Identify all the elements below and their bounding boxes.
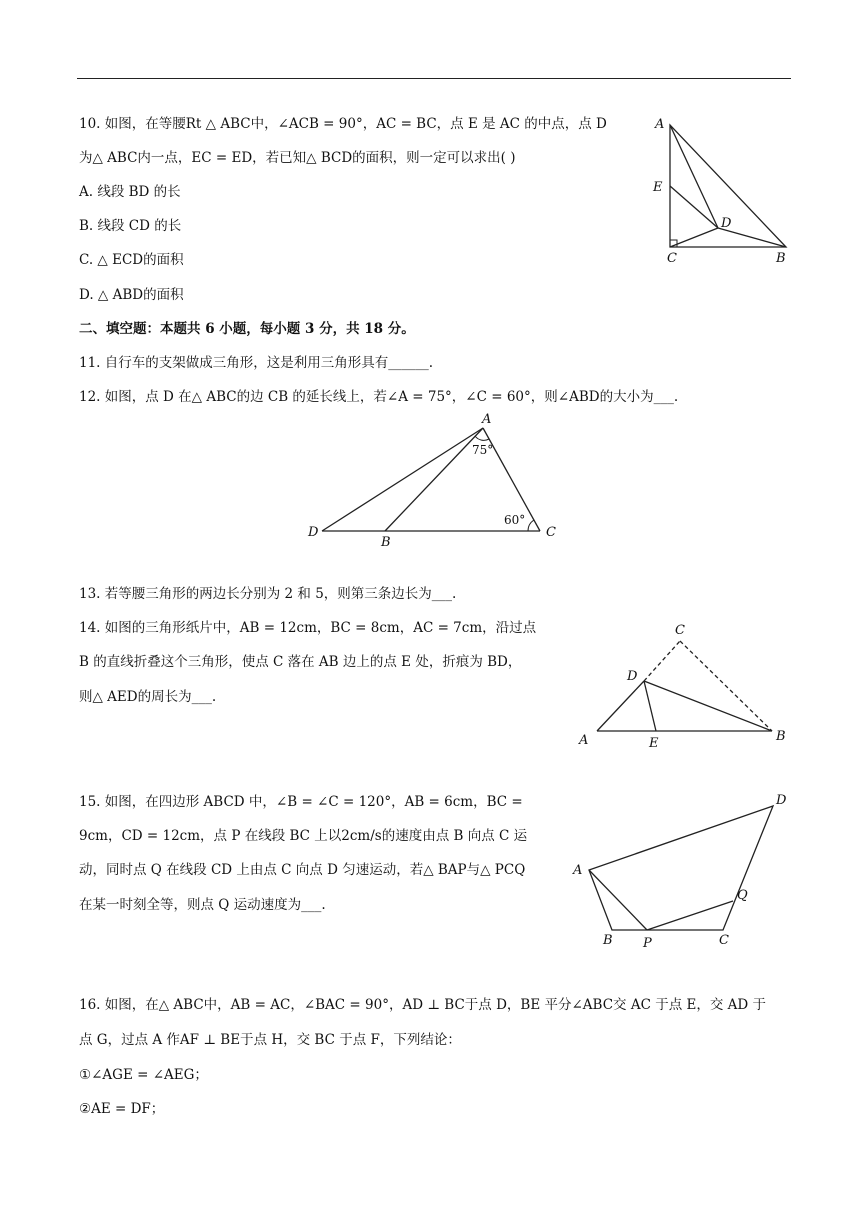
q12-angle-c-label: 60° [504, 513, 526, 527]
header-rule [77, 78, 791, 79]
q16-conclusion-1: ①∠AGE = ∠AEG； [79, 1067, 208, 1083]
q10-label-e: E [653, 180, 663, 195]
q10-segment-ad [670, 125, 718, 228]
q14-segment-cb-dashed [680, 641, 772, 731]
q10-option-b: B. 线段 CD 的长 [79, 218, 182, 234]
q12-angle-a-label: 75° [472, 443, 494, 457]
q13-text: 13. 若等腰三角形的两边长分别为 2 和 5，则第三条边长为___. [79, 586, 457, 602]
q12-label-a: A [482, 412, 492, 427]
q10-segment-ed [670, 186, 718, 228]
q14-label-b: B [776, 729, 786, 744]
q14-segment-db [644, 681, 772, 731]
q15-label-q: Q [737, 888, 748, 903]
q12-label-b: B [381, 535, 391, 550]
q15-line-3: 动，同时点 Q 在线段 CD 上由点 C 向点 D 匀速运动，若△ BAP与△ PCQ [79, 862, 526, 878]
q15-figure [565, 785, 805, 950]
q10-option-a: A. 线段 BD 的长 [79, 184, 181, 200]
q15-segment-ap [589, 870, 647, 930]
q10-label-d: D [721, 216, 732, 231]
q12-text: 12. 如图，点 D 在△ ABC的边 CB 的延长线上，若∠A = 75°，∠C = 60°，则∠ABD的大小为___. [79, 389, 679, 405]
q12-segment-ba [385, 428, 483, 531]
q15-quadrilateral-abcd [589, 806, 773, 930]
q11-text: 11. 自行车的支架做成三角形，这是利用三角形具有______. [79, 355, 434, 371]
q14-segment-de [644, 681, 656, 731]
q14-line-2: B 的直线折叠这个三角形，使点 C 落在 AB 边上的点 E 处，折痕为 BD， [79, 654, 522, 670]
q16-line-1: 16. 如图，在△ ABC中，AB = AC，∠BAC = 90°，AD ⊥ BC于点 D，BE 平分∠ABC交 AC 于点 E，交 AD 于 [79, 997, 767, 1013]
q15-label-d: D [776, 793, 787, 808]
q12-label-c: C [546, 525, 556, 540]
q15-line-1: 15. 如图，在四边形 ABCD 中，∠B = ∠C = 120°，AB = 6cm，BC = [79, 794, 523, 810]
q15-label-c: C [719, 933, 729, 948]
q15-segment-pq [647, 901, 733, 930]
q14-label-e: E [649, 736, 659, 751]
q12-angle-a-arc [475, 436, 489, 440]
q15-line-2: 9cm，CD = 12cm，点 P 在线段 BC 上以2cm/s的速度由点 B 向点 C 运 [79, 828, 528, 844]
q15-label-a: A [573, 863, 583, 878]
q14-label-d: D [627, 669, 638, 684]
q10-option-c: C. △ ECD的面积 [79, 252, 184, 268]
section-2-heading: 二、填空题：本题共 6 小题，每小题 3 分，共 18 分。 [79, 321, 415, 337]
q10-line-2: 为△ ABC内一点，EC = ED，若已知△ BCD的面积，则一定可以求出( ) [79, 150, 516, 166]
q10-label-a: A [655, 117, 665, 132]
q12-figure [300, 408, 570, 548]
q10-label-b: B [776, 251, 786, 266]
q14-label-a: A [579, 733, 589, 748]
q16-conclusion-2: ②AE = DF； [79, 1101, 165, 1117]
q15-label-b: B [603, 933, 613, 948]
q10-figure [640, 110, 800, 270]
q10-label-c: C [667, 251, 677, 266]
q12-segment-da [322, 428, 483, 531]
q14-figure [575, 620, 800, 755]
q12-label-d: D [308, 525, 319, 540]
q14-line-1: 14. 如图的三角形纸片中，AB = 12cm，BC = 8cm，AC = 7cm，沿过点 [79, 620, 537, 636]
q15-line-4: 在某一时刻全等，则点 Q 运动速度为___. [79, 897, 326, 913]
q16-line-2: 点 G，过点 A 作AF ⊥ BE于点 H，交 BC 于点 F，下列结论： [79, 1032, 461, 1048]
q14-label-c: C [675, 623, 685, 638]
q10-line-1: 10. 如图，在等腰Rt △ ABC中，∠ACB = 90°，AC = BC，点 E 是 AC 的中点，点 D [79, 116, 607, 132]
q14-segment-dc-dashed [644, 641, 680, 681]
q12-angle-c-arc [528, 520, 534, 531]
q14-segment-ad [597, 681, 644, 731]
q10-option-d: D. △ ABD的面积 [79, 287, 184, 303]
q15-label-p: P [643, 936, 652, 951]
q14-line-3: 则△ AED的周长为___. [79, 689, 217, 705]
